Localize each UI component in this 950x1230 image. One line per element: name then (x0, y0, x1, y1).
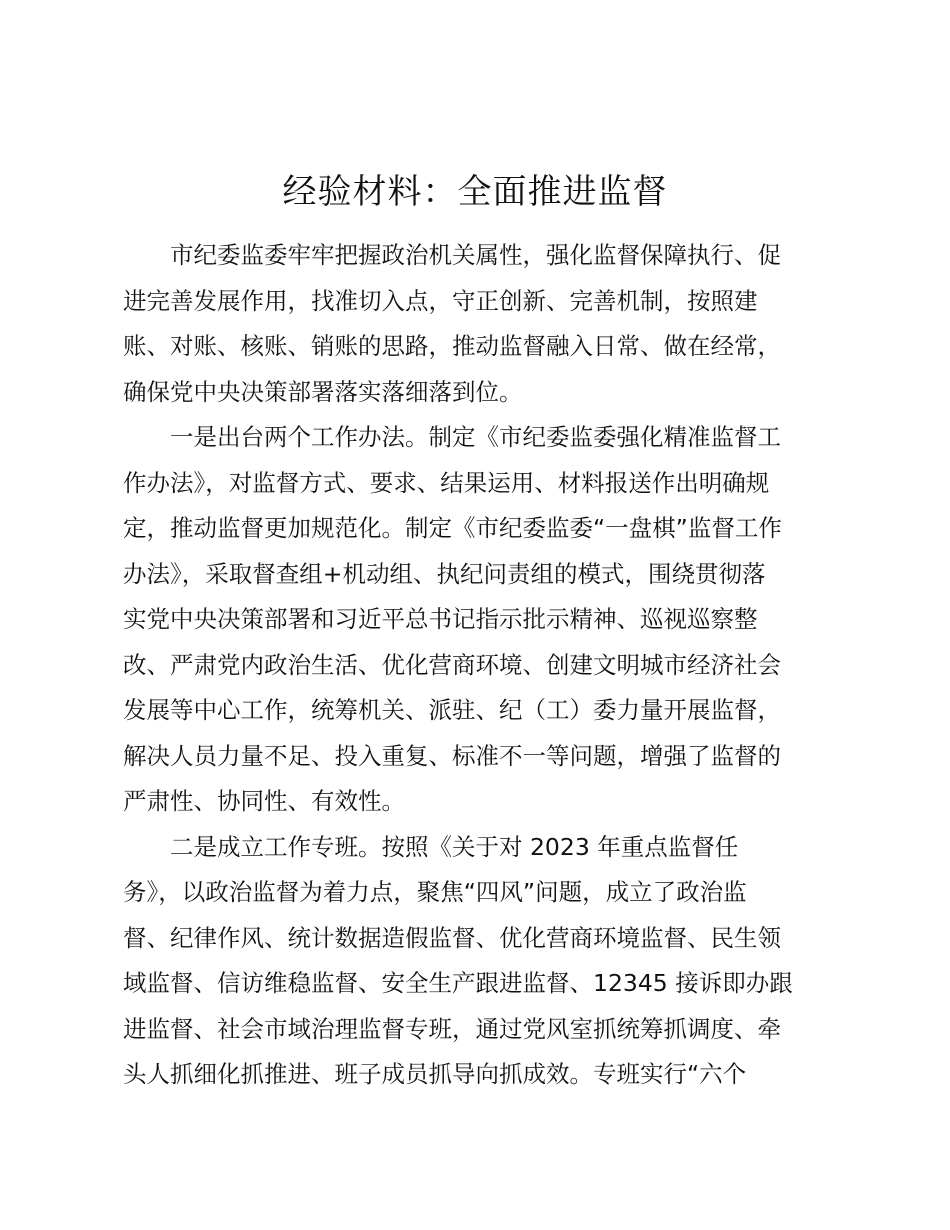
paragraph-intro (123, 233, 835, 415)
text-line: 进完善发展作用，找准切入点，守正创新、完善机制，按照建 (123, 286, 758, 315)
text-line: 确保党中央决策部署落实落细落到位。 (123, 377, 523, 406)
text-line: 解决人员力量不足、投入重复、标准不一等问题，增强了监督的 (123, 741, 781, 770)
text-line: 市纪委监委牢牢把握政治机关属性，强化监督保障执行、促 (170, 241, 781, 269)
text-line: 严肃性、协同性、有效性。 (123, 787, 405, 815)
text-line: 发展等中心工作，统筹机关、派驻、纪（工）委力量开展监督， (123, 696, 781, 724)
text-line: 域监督、信访维稳监督、安全生产跟进监督、12345 接诉即办跟 (123, 969, 793, 997)
text-line: 定，推动监督更加规范化。制定《市纪委监委“一盘棋”监督工作 (123, 514, 782, 542)
text-line: 务》，以政治监督为着力点，聚焦“四风”问题，成立了政治监 (123, 878, 747, 906)
paragraph-work-methods (123, 415, 835, 825)
text-line: 账、对账、核账、销账的思路，推动监督融入日常、做在经常， (123, 332, 781, 360)
text-line: 改、严肃党内政治生活、优化营商环境、创建文明城市经济社会 (123, 650, 781, 679)
text-line: 一是出台两个工作办法。制定《市纪委监委强化精准监督工 (170, 423, 781, 451)
paragraph-task-force (123, 825, 835, 1098)
text-line: 二是成立工作专班。按照《关于对 2023 年重点监督任 (170, 832, 739, 861)
text-line: 头人抓细化抓推进、班子成员抓导向抓成效。专班实行“六个 (123, 1060, 747, 1088)
document-title: 经验材料：全面推进监督 (282, 172, 668, 212)
text-line: 督、纪律作风、统计数据造假监督、优化营商环境监督、民生领 (123, 923, 781, 952)
text-line: 进监督、社会市域治理监督专班，通过党风室抓统筹抓调度、牵 (123, 1014, 781, 1043)
text-line: 作办法》，对监督方式、要求、结果运用、材料报送作出明确规 (123, 468, 770, 497)
text-line: 办法》，采取督查组+机动组、执纪问责组的模式，围绕贯彻落 (123, 559, 766, 588)
text-line: 实党中央决策部署和习近平总书记指示批示精神、巡视巡察整 (123, 605, 758, 633)
document-body (123, 233, 835, 1098)
